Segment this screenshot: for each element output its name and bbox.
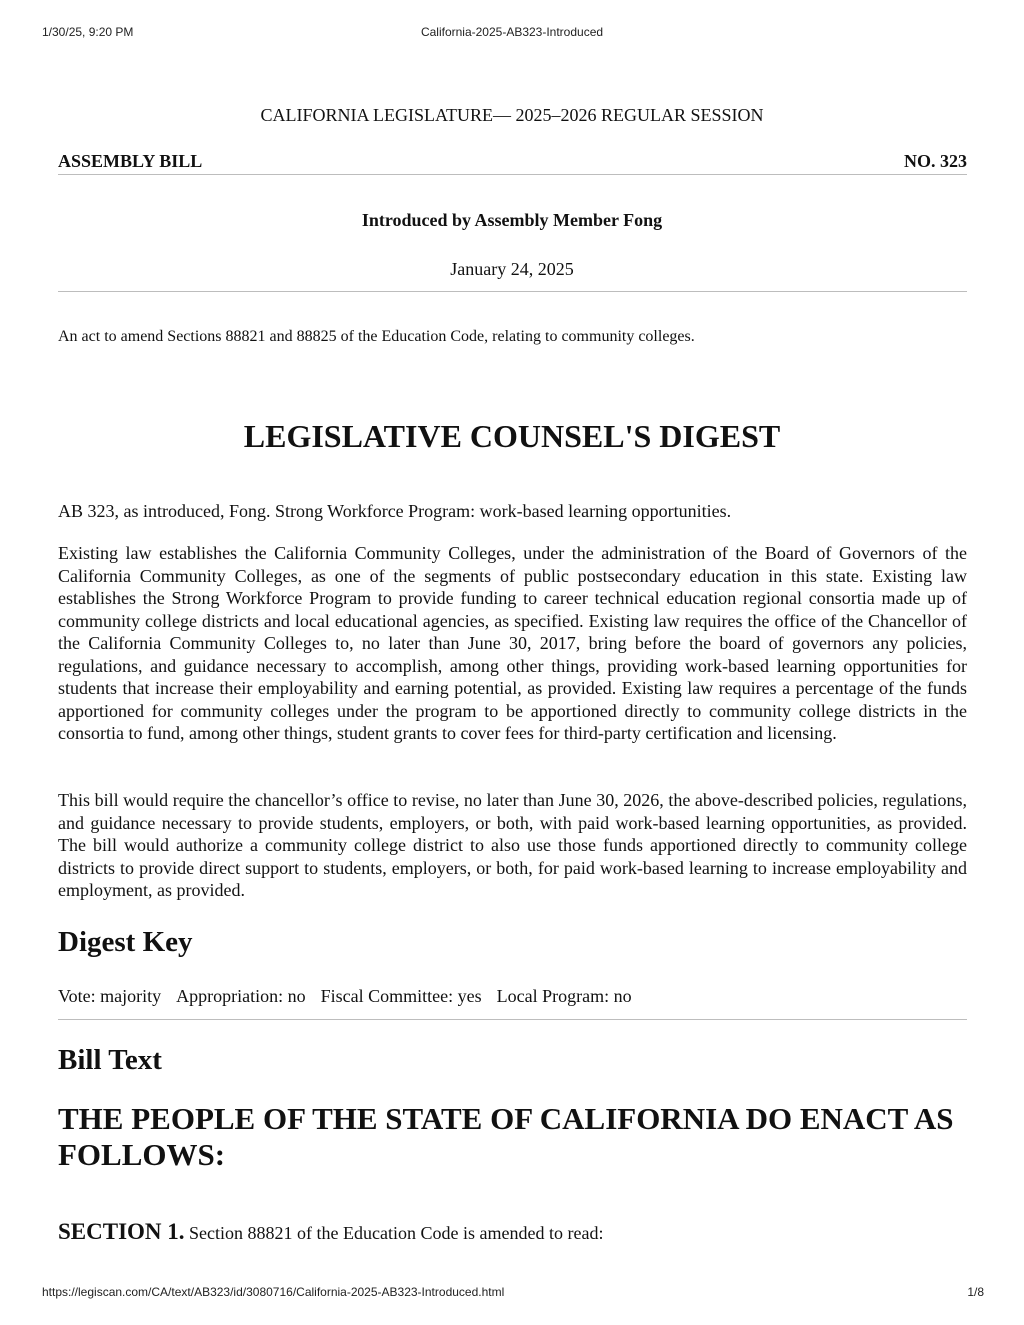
introduced-date: January 24, 2025	[450, 259, 574, 279]
digest-key-heading: Digest Key	[58, 926, 193, 958]
introduced-by: Introduced by Assembly Member Fong	[361, 210, 663, 230]
vote-value: Vote: majority	[58, 986, 162, 1006]
bill-number: NO. 323	[904, 151, 967, 171]
section-1	[58, 1219, 603, 1245]
print-page-title: California-2025-AB323-Introduced	[420, 25, 604, 39]
print-page-count: 1/8	[967, 1285, 984, 1299]
fiscal-committee-value: Fiscal Committee: yes	[320, 986, 482, 1006]
divider	[58, 291, 967, 292]
bill-type: ASSEMBLY BILL	[58, 151, 203, 171]
enacting-clause: THE PEOPLE OF THE STATE OF CALIFORNIA DO ENACT AS FOLLOWS:	[58, 1101, 954, 1172]
bill-text-heading: Bill Text	[58, 1044, 162, 1076]
session-title: CALIFORNIA LEGISLATURE— 2025–2026 REGULAR SESSION	[260, 105, 764, 125]
digest-heading: LEGISLATIVE COUNSEL'S DIGEST	[243, 418, 781, 454]
print-url: https://legiscan.com/CA/text/AB323/id/3080716/California-2025-AB323-Introduced.html	[42, 1285, 505, 1299]
digest-paragraph: Existing law establishes the California Community Colleges, under the administration of the Board of Governors of the California Community Colleges, as one of the segments of public postsecondary education in this state. Existing law establishes the Strong Workforce Program to provide funding to career technical education regional consortia made up of community college districts and local educational agencies, as specified. Existing law requires the office of the Chancellor of the California Community Colleges to, no later than June 30, 2017, bring before the board of governors any policies, regulations, and guidance necessary to accomplish, among other things, providing work-based learning opportunities for students that increase their employability and earning potential, as provided. Existing law requires a percentage of the funds apportioned for community colleges under the program to be apportioned directly to community college districts in the consortia to fund, among other things, student grants to cover fees for third-party certification and licensing.	[58, 543, 967, 743]
act-summary: An act to amend Sections 88821 and 88825 of the Education Code, relating to community colleges.	[58, 328, 695, 345]
digest-paragraph: This bill would require the chancellor’s office to revise, no later than June 30, 2026, the above-described policies, regulations, and guidance necessary to provide students, employers, or both, with paid work-based learning opportunities, as provided. The bill would authorize a community college district to also use those funds apportioned directly to community college districts to provide direct support to students, employers, or both, for paid work-based learning to increase employability and employment, as provided.	[58, 790, 967, 900]
section-label: SECTION 1.	[58, 1219, 185, 1244]
digest-summary: AB 323, as introduced, Fong. Strong Workforce Program: work-based learning opportunities.	[58, 501, 732, 521]
divider	[58, 1019, 967, 1020]
divider	[58, 174, 967, 175]
local-program-value: Local Program: no	[496, 986, 632, 1006]
appropriation-value: Appropriation: no	[176, 986, 306, 1006]
digest-key-values	[58, 986, 632, 1007]
print-datetime: 1/30/25, 9:20 PM	[42, 25, 134, 39]
section-text: Section 88821 of the Education Code is amended to read:	[184, 1223, 604, 1243]
